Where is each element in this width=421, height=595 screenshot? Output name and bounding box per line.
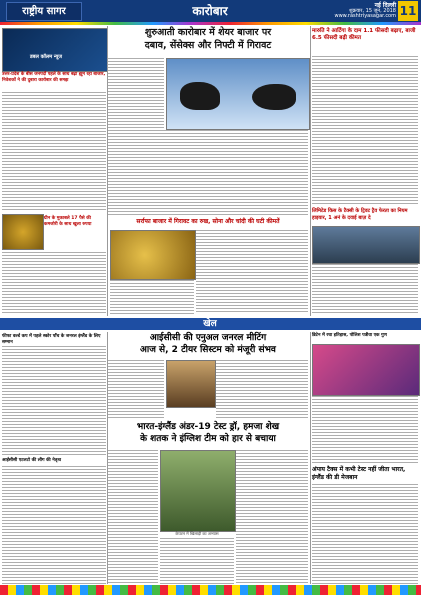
dateline-city: नई दिल्ली xyxy=(374,2,396,9)
right-mid-headline: लिमिटेड किस के टैक्सी के ट्रिवट ट्रैव फेरता का नियम हाइयार, 1 अनं के दवाई बाज़ दे xyxy=(312,208,408,221)
stock-ticker-photo xyxy=(2,28,108,72)
color-strip xyxy=(0,22,421,25)
icc-body xyxy=(108,360,164,418)
dateline-website: www.rashtriyasagar.com xyxy=(334,13,396,19)
gold-body-left xyxy=(110,280,194,314)
sports-left-body2 xyxy=(2,466,106,584)
newspaper-logo: राष्ट्रीय सागर xyxy=(6,2,82,21)
ind-eng-headline-line1: भारत-इंग्लैंड अंडर-19 टेस्ट ड्रॉ, हमजा शेख xyxy=(136,422,280,432)
photo-caption: केपटन में खिलाड़ी का अभ्यास xyxy=(175,531,219,536)
sports-right-headline1: ब्रिटेन में रचा इतिहास, पोलिश पत्रीवा एक गुण xyxy=(312,333,387,338)
column-rule-1 xyxy=(107,26,108,316)
left-top-body xyxy=(2,92,106,212)
left-mid-body xyxy=(2,252,106,314)
coins-photo xyxy=(2,214,44,250)
sports-right-body2 xyxy=(312,484,418,584)
column-rule-4 xyxy=(310,332,311,584)
sports-left-headline1: फीफा वर्ल्ड कप में पहले स्कोर पाँच के जनरल इंग्लैंड के लिए सम्मान xyxy=(2,334,101,345)
sports-right-headline2: अंपाय टैक्स में कभी टेस्ट नहीं जीता भारत, इंग्लैंड की डी मेजबान xyxy=(312,466,406,481)
ind-eng-body-left xyxy=(108,450,158,584)
column-rule-2 xyxy=(310,26,311,316)
main-body-row xyxy=(108,130,308,216)
dateline-date: शुक्रवार, 15 जून, 2018 xyxy=(349,7,396,14)
main-headline-line2: दबाव, सेंसेक्स और निफ्टी में गिरावट xyxy=(144,40,272,51)
icc-photo xyxy=(166,360,216,408)
right-mid-body xyxy=(312,264,418,314)
taxi-photo xyxy=(312,226,420,264)
ind-eng-headline-line2: के शतक ने इंग्लिश टीम को हार से बचाया xyxy=(140,434,276,444)
bottom-color-strip xyxy=(0,585,421,595)
page-number: 11 xyxy=(398,1,418,21)
column-rule-3 xyxy=(107,332,108,584)
sports-right-body1 xyxy=(312,396,418,464)
gold-jewelry-photo xyxy=(110,230,196,280)
sports-left-headline2: आईसीसी एटलटो की लीग की नेतृत्व xyxy=(2,458,62,463)
bull-icon xyxy=(180,82,220,110)
ind-eng-body-right xyxy=(236,450,308,584)
gold-headline: सर्राफा बाजार में गिरावट का रुख, सोना और चांदी की घटी कीमतें xyxy=(136,218,280,225)
right-top-headline: मारुति ने आर्टिगा के दाम 1.1 फीसदी बढ़ाए, बाजी 6.5 फीसदी बढ़ी कीमत xyxy=(312,28,416,41)
left-agency: डबल कॉलम न्यूज xyxy=(30,54,63,60)
cricket-player-photo xyxy=(160,450,236,532)
icc-body-right xyxy=(216,360,308,418)
section-title: कारोबार xyxy=(192,4,228,18)
ind-eng-body-bottom xyxy=(160,538,234,584)
main-body-col1 xyxy=(108,58,164,128)
right-top-body xyxy=(312,56,418,206)
icc-headline-line1: आईसीसी की एनुअल जनरल मीटिंग xyxy=(149,333,267,343)
sports-label: खेल xyxy=(203,319,217,329)
tennis-photo xyxy=(312,344,420,396)
main-headline-line1: शुरुआती कारोबार में शेयर बाजार पर xyxy=(144,27,272,38)
left-mid-headline: ग्रीन के मुकाबले 17 पैसे की कमजोरी के साथ खुला रुपया xyxy=(44,216,92,227)
icc-headline-line2: आज से, 2 टीयर सिस्टम को मंजूरी संभव xyxy=(140,345,276,355)
left-top-caption: उत्तर-प्रदेश के बीस जनपदों पहले के साथ बढ़ा झूम रहा बाजार, निवेशकों ने की दुबारा कारोबार की समझ xyxy=(2,72,106,83)
dateline xyxy=(308,3,396,20)
sports-left-body1 xyxy=(2,346,106,456)
bear-icon xyxy=(252,84,296,110)
gold-body xyxy=(196,230,308,314)
